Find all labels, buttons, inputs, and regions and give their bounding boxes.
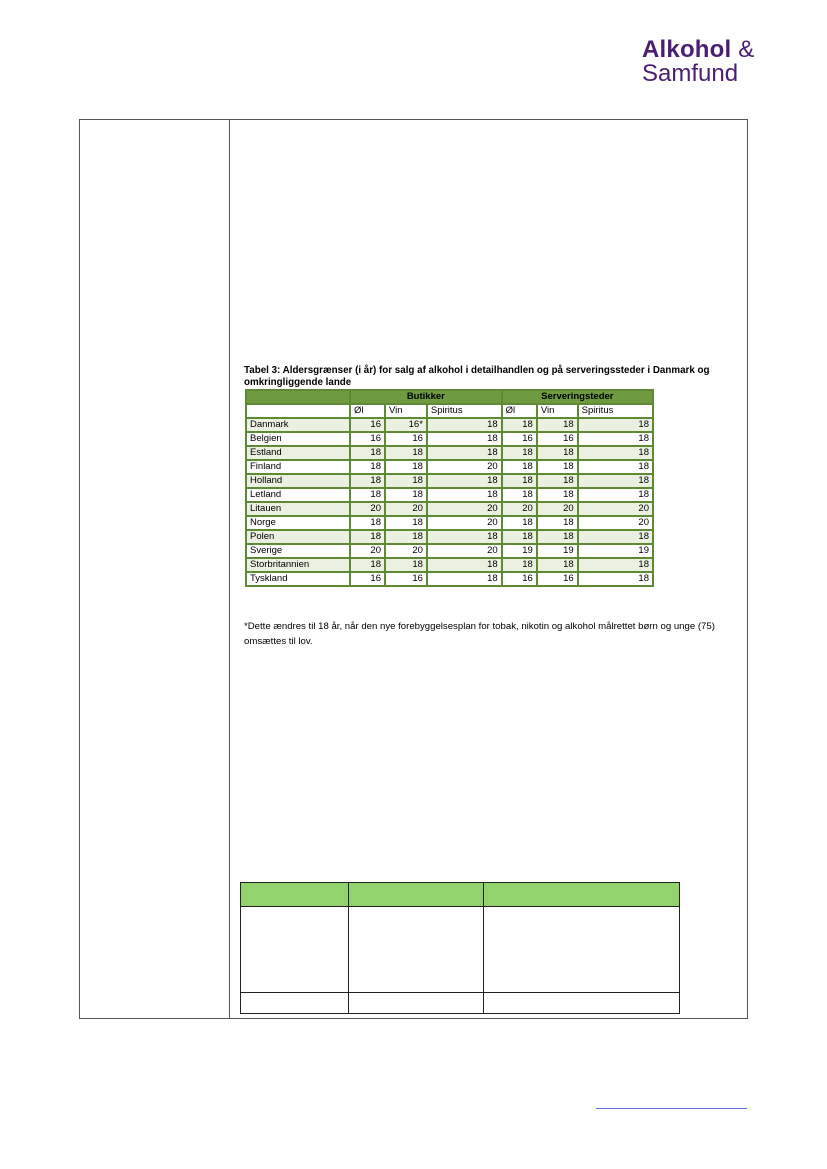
age-value-cell: 18 (537, 418, 578, 432)
table-row (246, 558, 653, 572)
age-value-cell: 20 (427, 516, 502, 530)
age-value-cell: 16 (385, 432, 427, 446)
age-value-cell: 16 (537, 572, 578, 586)
country-cell: Belgien (246, 432, 350, 446)
table-subheader-row (246, 404, 653, 418)
age-value-cell: 18 (350, 474, 385, 488)
age-value-cell: 20 (578, 502, 653, 516)
empty-cell (484, 993, 680, 1014)
age-value-cell: 18 (578, 460, 653, 474)
age-value-cell: 18 (537, 516, 578, 530)
age-value-cell: 20 (350, 544, 385, 558)
age-value-cell: 20 (578, 516, 653, 530)
country-cell: Holland (246, 474, 350, 488)
country-cell: Letland (246, 488, 350, 502)
empty-cell (241, 993, 349, 1014)
logo-line-1: Alkohol & (642, 36, 755, 63)
age-value-cell: 18 (578, 446, 653, 460)
subheader-cell: Spiritus (427, 404, 502, 418)
table-group-header-row (246, 390, 653, 404)
age-value-cell: 18 (502, 474, 537, 488)
country-cell: Tyskland (246, 572, 350, 586)
subheader-cell: Spiritus (578, 404, 653, 418)
age-value-cell: 19 (537, 544, 578, 558)
age-value-cell: 16 (502, 432, 537, 446)
age-value-cell: 18 (502, 516, 537, 530)
age-value-cell: 18 (537, 460, 578, 474)
age-value-cell: 18 (385, 446, 427, 460)
age-value-cell: 16 (350, 418, 385, 432)
empty-table-row (241, 993, 680, 1014)
table-footnote: *Dette ændres til 18 år, når den nye forebyggelsesplan for tobak, nikotin og alkohol målrettet børn og unge (75) omsættes til lov. (244, 621, 715, 647)
age-value-cell: 18 (578, 530, 653, 544)
age-value-cell: 18 (427, 432, 502, 446)
age-value-cell: 18 (350, 530, 385, 544)
table-row (246, 474, 653, 488)
age-value-cell: 18 (537, 558, 578, 572)
table-row (246, 446, 653, 460)
empty-cell (241, 907, 349, 993)
empty-header-cell (484, 883, 680, 907)
age-value-cell: 18 (385, 474, 427, 488)
age-value-cell: 19 (502, 544, 537, 558)
table-row (246, 516, 653, 530)
age-value-cell: 18 (385, 530, 427, 544)
age-value-cell: 20 (502, 502, 537, 516)
age-value-cell: 18 (385, 558, 427, 572)
empty-cell (349, 907, 484, 993)
age-value-cell: 20 (350, 502, 385, 516)
table-caption: Tabel 3: Aldersgrænser (i år) for salg af alkohol i detailhandlen og på serveringssteder i Danmark og omkringliggende lande (244, 365, 710, 388)
age-value-cell: 18 (502, 446, 537, 460)
country-cell: Norge (246, 516, 350, 530)
age-value-cell: 18 (537, 446, 578, 460)
country-cell: Danmark (246, 418, 350, 432)
age-value-cell: 18 (427, 418, 502, 432)
empty-header-cell (349, 883, 484, 907)
age-value-cell: 18 (350, 488, 385, 502)
age-value-cell: 18 (385, 516, 427, 530)
age-value-cell: 20 (427, 544, 502, 558)
age-value-cell: 18 (350, 558, 385, 572)
table-body (246, 418, 653, 586)
empty-header-cell (241, 883, 349, 907)
table-row (246, 432, 653, 446)
subheader-cell: Vin (537, 404, 578, 418)
age-value-cell: 20 (537, 502, 578, 516)
logo-line-2: Samfund (642, 60, 739, 87)
age-value-cell: 18 (427, 530, 502, 544)
age-value-cell: 18 (578, 558, 653, 572)
table-row (246, 544, 653, 558)
empty-grid-table (240, 882, 680, 1014)
age-value-cell: 16 (350, 432, 385, 446)
brand-logo (642, 38, 755, 86)
table-row (246, 530, 653, 544)
age-value-cell: 20 (385, 502, 427, 516)
age-value-cell: 20 (385, 544, 427, 558)
empty-cell (349, 993, 484, 1014)
table-row (246, 502, 653, 516)
age-value-cell: 18 (502, 558, 537, 572)
table-row (246, 572, 653, 586)
age-value-cell: 18 (502, 460, 537, 474)
country-cell: Estland (246, 446, 350, 460)
subheader-cell: Vin (385, 404, 427, 418)
age-value-cell: 18 (427, 488, 502, 502)
subheader-blank (246, 404, 350, 418)
empty-cell (484, 907, 680, 993)
age-value-cell: 18 (385, 460, 427, 474)
age-value-cell: 16 (537, 432, 578, 446)
age-value-cell: 16 (350, 572, 385, 586)
age-value-cell: 18 (427, 446, 502, 460)
footer-link-underline[interactable] (596, 1108, 747, 1109)
age-value-cell: 18 (427, 558, 502, 572)
age-value-cell: 18 (578, 488, 653, 502)
empty-table-row (241, 907, 680, 993)
age-value-cell: 18 (578, 474, 653, 488)
frame-column-divider (229, 119, 230, 1018)
age-value-cell: 18 (578, 432, 653, 446)
age-value-cell: 20 (427, 460, 502, 474)
country-cell: Finland (246, 460, 350, 474)
age-value-cell: 19 (578, 544, 653, 558)
table-row (246, 488, 653, 502)
country-cell: Litauen (246, 502, 350, 516)
age-value-cell: 18 (537, 474, 578, 488)
age-value-cell: 18 (350, 460, 385, 474)
age-value-cell: 18 (427, 572, 502, 586)
age-value-cell: 18 (502, 488, 537, 502)
country-cell: Sverige (246, 544, 350, 558)
age-value-cell: 18 (427, 474, 502, 488)
age-value-cell: 18 (350, 516, 385, 530)
age-limits-table (245, 389, 654, 587)
age-value-cell: 20 (427, 502, 502, 516)
age-value-cell: 18 (350, 446, 385, 460)
empty-table-header-row (241, 883, 680, 907)
country-cell: Polen (246, 530, 350, 544)
age-value-cell: 18 (578, 418, 653, 432)
age-value-cell: 16 (385, 572, 427, 586)
age-value-cell: 18 (502, 418, 537, 432)
subheader-cell: Øl (350, 404, 385, 418)
group-header-serving: Serveringsteder (502, 390, 653, 404)
age-value-cell: 16 (502, 572, 537, 586)
age-value-cell: 18 (537, 530, 578, 544)
age-value-cell: 18 (502, 530, 537, 544)
group-header-shops: Butikker (350, 390, 502, 404)
age-value-cell: 18 (537, 488, 578, 502)
table-row (246, 418, 653, 432)
age-value-cell: 16* (385, 418, 427, 432)
group-header-blank (246, 390, 350, 404)
age-value-cell: 18 (578, 572, 653, 586)
country-cell: Storbritannien (246, 558, 350, 572)
age-value-cell: 18 (385, 488, 427, 502)
subheader-cell: Øl (502, 404, 537, 418)
table-row (246, 460, 653, 474)
